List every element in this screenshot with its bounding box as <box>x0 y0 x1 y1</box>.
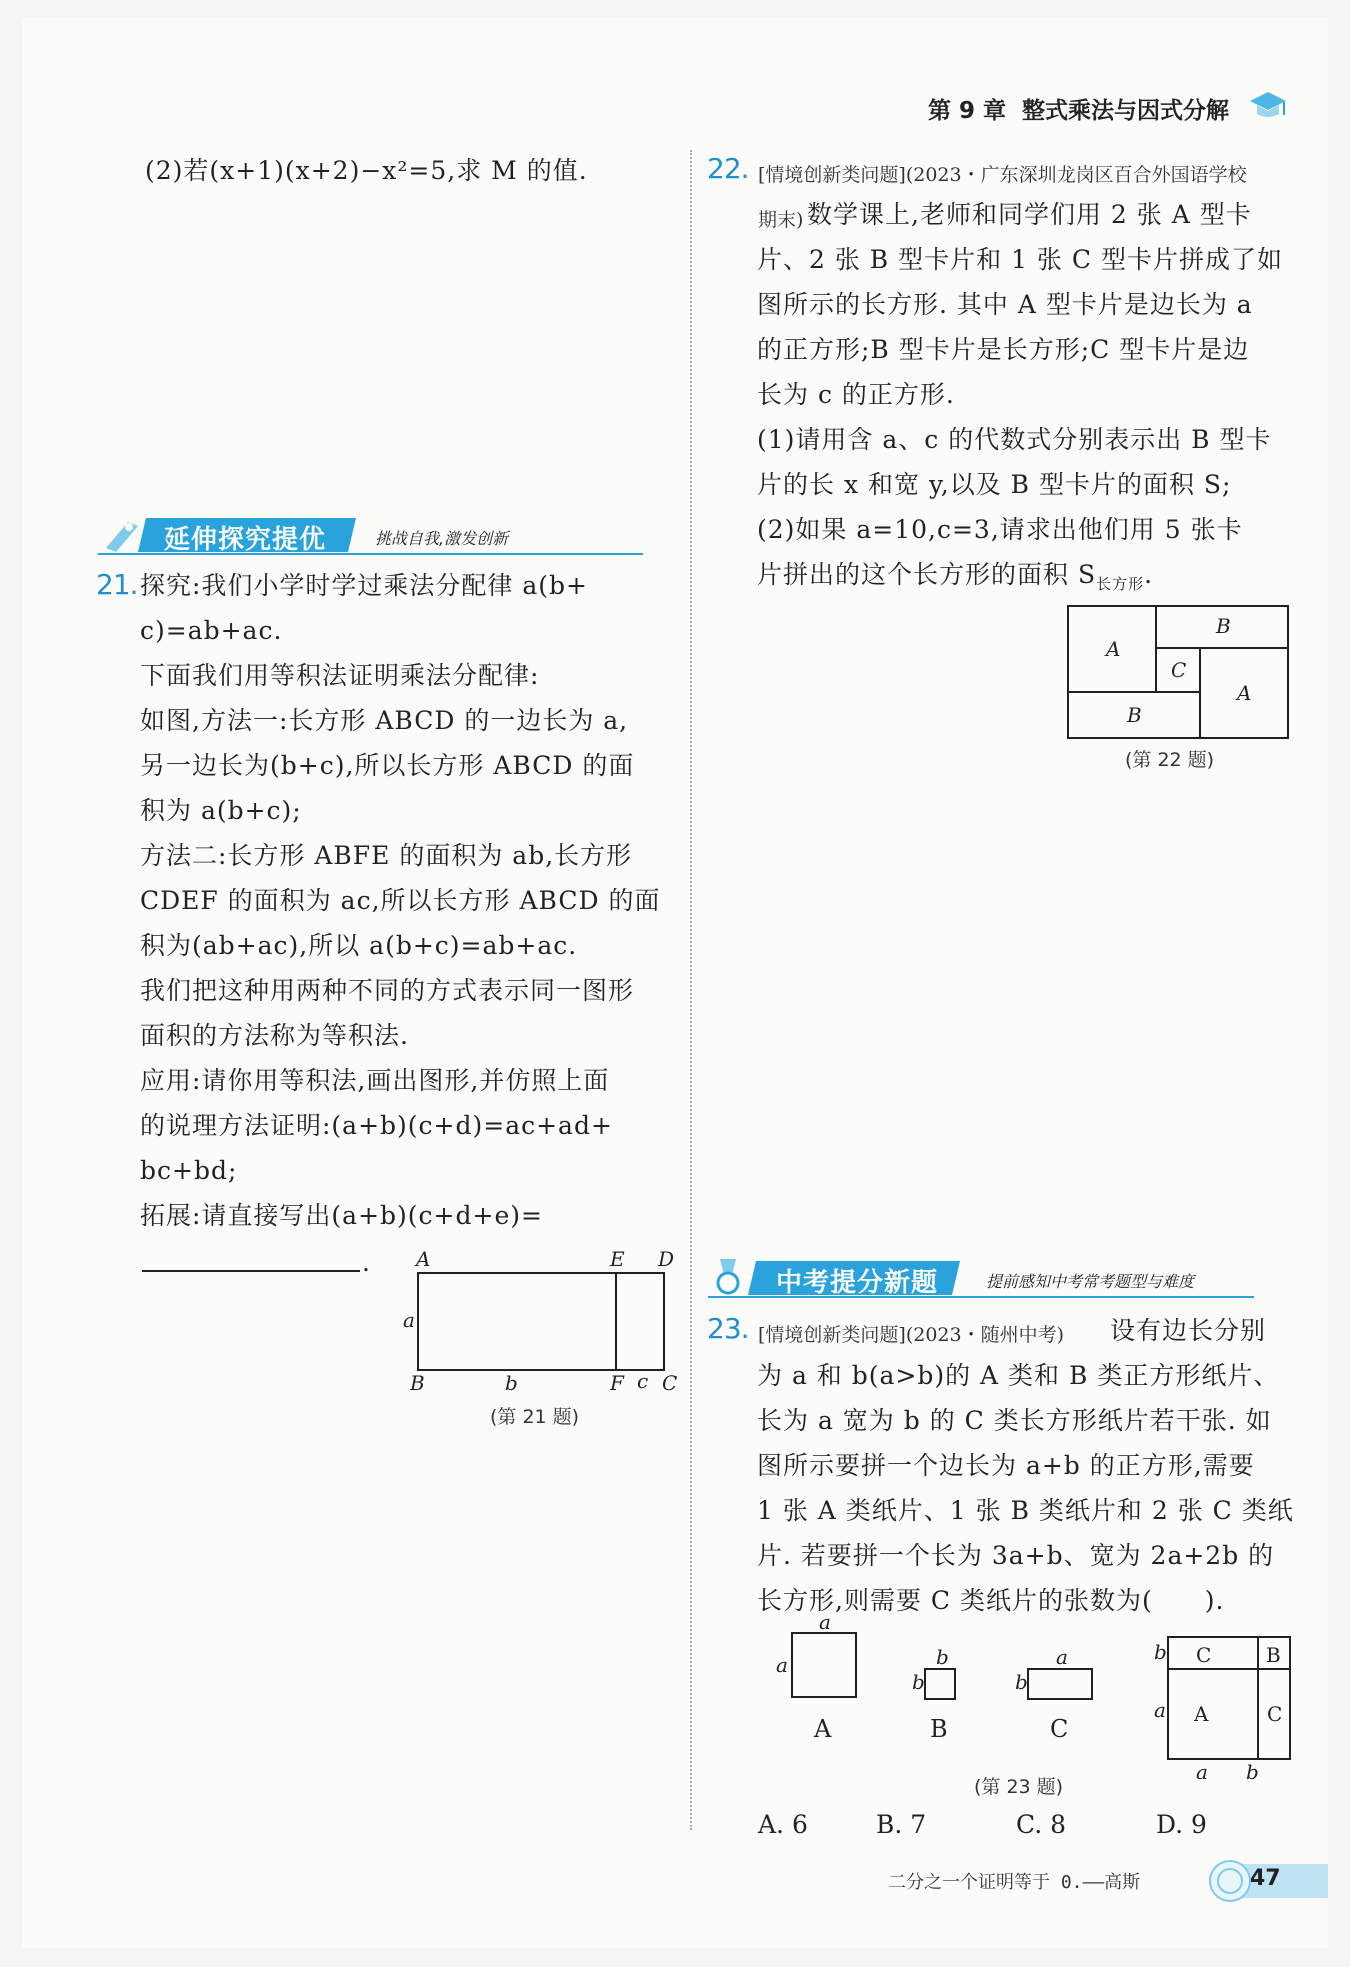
q21-line: 面积的方法称为等积法. <box>140 1021 409 1050</box>
choice-d[interactable]: D. 9 <box>1156 1810 1207 1839</box>
q23-first-line: 设有边长分别 <box>1110 1316 1267 1345</box>
q22-source-tag-2: 期末) <box>758 209 804 231</box>
q20-part2: (2)若(x+1)(x+2)−x²=5,求 M 的值. <box>145 156 588 185</box>
label-A: A <box>416 1247 431 1271</box>
figure-21 <box>400 1245 690 1395</box>
q23-line: 为 a 和 b(a>b)的 A 类和 B 类正方形纸片、 <box>757 1361 1280 1390</box>
rect-abcd <box>418 1273 664 1370</box>
q23-line: 图所示要拼一个边长为 a+b 的正方形,需要 <box>757 1451 1255 1480</box>
footer-quote: 二分之一个证明等于 0.——高斯 <box>888 1872 1141 1893</box>
q23-number: 23. <box>707 1312 749 1345</box>
grid-label-C-right: C <box>1267 1702 1283 1726</box>
q21-answer-period: . <box>362 1248 371 1277</box>
label-D: D <box>658 1247 675 1271</box>
q23-line: 1 张 A 类纸片、1 张 B 类纸片和 2 张 C 类纸 <box>757 1496 1294 1525</box>
q22-number: 22. <box>707 152 749 185</box>
q22-line: (2)如果 a=10,c=3,请求出他们用 5 张卡 <box>757 515 1243 544</box>
fig22-label-A-right: A <box>1237 681 1252 705</box>
chapter-label: 第 9 章 <box>928 98 1007 124</box>
fig23-name-A: A <box>814 1715 832 1743</box>
figure-22 <box>1066 604 1290 740</box>
label-b: b <box>505 1371 518 1395</box>
q21-line: bc+bd; <box>140 1156 238 1185</box>
q21-line: 拓展:请直接写出(a+b)(c+d+e)= <box>140 1201 543 1230</box>
grid-label-A: A <box>1194 1702 1209 1726</box>
q23-line: 长为 a 宽为 b 的 C 类长方形纸片若干张. 如 <box>757 1406 1272 1435</box>
banner1-subtitle: 挑战自我,激发创新 <box>375 529 509 548</box>
q21-line: 另一边长为(b+c),所以长方形 ABCD 的面 <box>140 751 635 780</box>
q21-line: 探究:我们小学时学过乘法分配律 a(b+ <box>140 571 588 600</box>
fig23-name-B: B <box>930 1715 948 1743</box>
grid-side-b-left: b <box>1154 1640 1167 1664</box>
shape-a-square <box>792 1633 856 1697</box>
figure-23 <box>770 1617 1300 1787</box>
q23-line: 片. 若要拼一个长为 3a+b、宽为 2a+2b 的 <box>757 1541 1275 1570</box>
grid-side-a-bottom: a <box>1196 1760 1208 1784</box>
q22-line: 长为 c 的正方形. <box>757 380 955 409</box>
q22-line: (1)请用含 a、c 的代数式分别表示出 B 型卡 <box>757 425 1272 454</box>
fig22-label-A-left: A <box>1106 637 1121 661</box>
column-divider <box>690 150 692 1830</box>
banner1-title: 延伸探究提优 <box>164 525 327 555</box>
q21-line: 的说理方法证明:(a+b)(c+d)=ac+ad+ <box>140 1111 613 1140</box>
q21-line: CDEF 的面积为 ac,所以长方形 ABCD 的面 <box>140 886 661 915</box>
q22-line: 片拼出的这个长方形的面积 $S_{长方形}$. <box>757 560 1154 593</box>
figure-23-caption: (第 23 题) <box>974 1776 1064 1798</box>
q22-line: 的正方形;B 型卡片是长方形;C 型卡片是边 <box>757 335 1250 364</box>
banner2-subtitle: 提前感知中考常考题型与难度 <box>986 1272 1195 1291</box>
graduation-cap-icon <box>1248 88 1288 122</box>
fig23-label-b-left: b <box>912 1670 925 1694</box>
page-number: 47 <box>1250 1866 1281 1891</box>
q23-line: 长方形,则需要 C 类纸片的张数为( ). <box>757 1586 1225 1615</box>
q21-line: 积为(ab+ac),所以 a(b+c)=ab+ac. <box>140 931 578 960</box>
q21-line: 下面我们用等积法证明乘法分配律: <box>140 661 540 690</box>
medal-icon <box>718 1259 738 1293</box>
banner2-title: 中考提分新题 <box>776 1268 939 1298</box>
fig22-label-B-bottom: B <box>1127 703 1142 727</box>
q21-line: 应用:请你用等积法,画出图形,并仿照上面 <box>140 1066 610 1095</box>
grid-side-a-left: a <box>1154 1698 1166 1722</box>
banner-extended-exploration <box>98 512 643 558</box>
q21-number: 21. <box>96 568 138 601</box>
fig23-name-C: C <box>1050 1715 1069 1743</box>
shape-c-rect <box>1028 1669 1092 1699</box>
q22-line: 片、2 张 B 型卡片和 1 张 C 型卡片拼成了如 <box>757 245 1283 274</box>
label-E: E <box>610 1247 625 1271</box>
q22-source-tag: [情境创新类问题](2023・广东深圳龙岗区百合外国语学校 <box>758 164 1247 186</box>
fig23-label-c-a: a <box>1056 1645 1068 1669</box>
grid-label-C-top: C <box>1196 1643 1212 1667</box>
fig23-label-a-left: a <box>776 1653 788 1677</box>
q22-body <box>757 192 1283 607</box>
label-a: a <box>403 1308 415 1332</box>
label-B: B <box>410 1371 425 1395</box>
q22-line: 片的长 x 和宽 y,以及 B 型卡片的面积 S; <box>757 470 1232 499</box>
rocket-icon <box>106 522 138 552</box>
choice-a[interactable]: A. 6 <box>758 1810 808 1839</box>
q21-line: 如图,方法一:长方形 ABCD 的一边长为 a, <box>140 706 629 735</box>
q21-answer-blank[interactable] <box>142 1270 360 1272</box>
q21-line: c)=ab+ac. <box>140 616 283 645</box>
label-F: F <box>610 1371 624 1395</box>
grid-side-b-bottom: b <box>1246 1760 1259 1784</box>
fig22-label-C: C <box>1171 658 1187 682</box>
banner-exam-new-questions <box>708 1255 1254 1301</box>
shape-b-square <box>925 1669 955 1699</box>
choice-b[interactable]: B. 7 <box>876 1810 927 1839</box>
chapter-title: 整式乘法与因式分解 <box>1022 98 1229 124</box>
figure-22-caption: (第 22 题) <box>1125 749 1215 771</box>
q21-body <box>140 563 660 1238</box>
q23-source-tag: [情境创新类问题](2023・随州中考) <box>758 1324 1065 1346</box>
q21-line: 方法二:长方形 ABFE 的面积为 ab,长方形 <box>140 841 633 870</box>
choice-c[interactable]: C. 8 <box>1016 1810 1067 1839</box>
label-c: c <box>637 1369 649 1393</box>
grid-label-B: B <box>1266 1643 1281 1667</box>
fig23-label-c-b: b <box>1015 1670 1028 1694</box>
fig23-label-a-top: a <box>819 1617 831 1634</box>
q22-line: 数学课上,老师和同学们用 2 张 A 型卡 <box>807 200 1252 229</box>
q22-subscript: 长方形 <box>1096 575 1145 593</box>
fig23-label-b-top: b <box>936 1645 949 1669</box>
q23-body <box>757 1353 1294 1623</box>
q21-line: 积为 a(b+c); <box>140 796 302 825</box>
q21-line: 我们把这种用两种不同的方式表示同一图形 <box>140 976 635 1005</box>
figure-21-caption: (第 21 题) <box>490 1406 580 1428</box>
fig22-label-B-top: B <box>1216 614 1231 638</box>
q22-line: 图所示的长方形. 其中 A 型卡片是边长为 a <box>757 290 1253 319</box>
label-C: C <box>662 1371 678 1395</box>
